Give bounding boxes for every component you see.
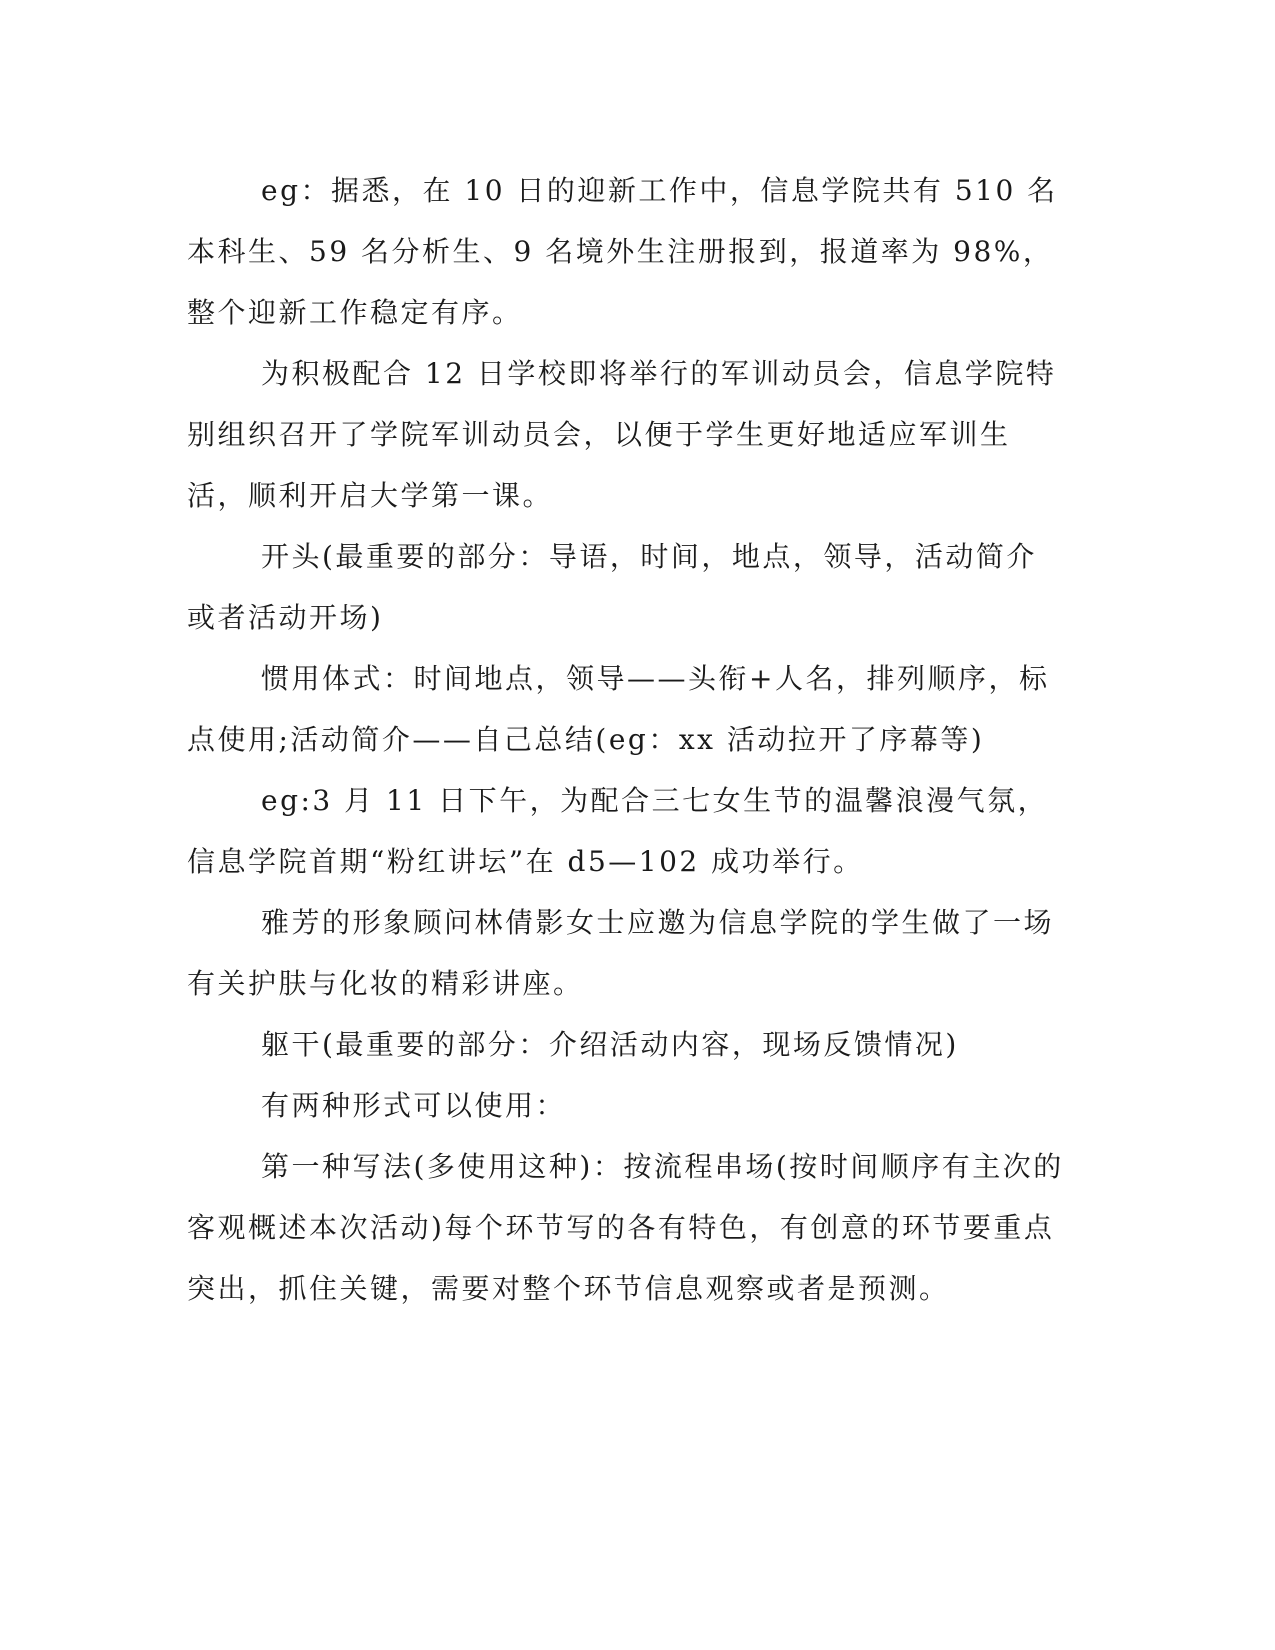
paragraph-stats-example: eg：据悉，在 10 日的迎新工作中，信息学院共有 510 名本科生、59 名分析生、9 名境外生注册报到，报道率为 98%，整个迎新工作稳定有序。 [187,174,1058,329]
paragraph-two-forms: 有两种形式可以使用： [261,1089,567,1122]
paragraph-conventional-format: 惯用体式：时间地点，领导——头衔+人名，排列顺序，标点使用;活动简介——自己总结(eg：xx 活动拉开了序幕等) [187,662,1050,756]
paragraph-first-method: 第一种写法(多使用这种)：按流程串场(按时间顺序有主次的客观概述本次活动)每个环节写的各有特色，有创意的环节要重点突出，抓住关键，需要对整个环节信息观察或者是预测。 [187,1150,1064,1305]
paragraph-body-heading: 躯干(最重要的部分：介绍活动内容，现场反馈情况) [261,1028,959,1061]
paragraph-womens-day-example: eg:3 月 11 日下午，为配合三七女生节的温馨浪漫气氛，信息学院首期“粉红讲坛”在 d5—102 成功举行。 [187,784,1049,878]
paragraph-lecture: 雅芳的形象顾问林倩影女士应邀为信息学院的学生做了一场有关护肤与化妆的精彩讲座。 [187,906,1055,1000]
paragraph-military-training: 为积极配合 12 日学校即将举行的军训动员会，信息学院特别组织召开了学院军训动员会，以便于学生更好地适应军训生活，顺利开启大学第一课。 [187,357,1057,512]
paragraph-opening-heading: 开头(最重要的部分：导语，时间，地点，领导，活动简介或者活动开场) [187,540,1037,634]
document-body [187,160,1067,1319]
